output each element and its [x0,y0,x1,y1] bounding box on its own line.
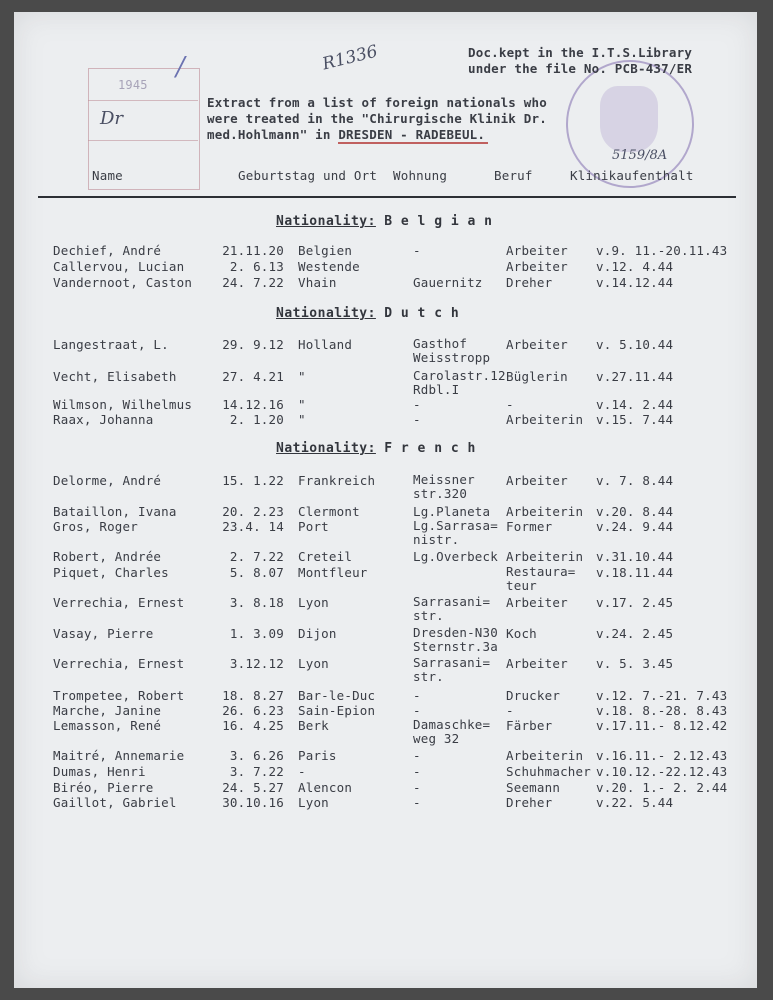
cell-job: Arbeiterin [506,504,584,519]
cell-job: Arbeiterin [506,748,584,763]
cell-job: Arbeiter [506,243,568,258]
extract-line-3: med.Hohlmann" in DRESDEN - RADEBEUL. [207,127,486,142]
col-header-occupation: Beruf [494,168,533,183]
cell-place: " [298,397,306,412]
cell-place: Lyon [298,795,329,810]
cell-residence: - [413,412,421,427]
cell-date: 3. 6.26 [229,748,284,763]
cell-stay: v. 5. 3.45 [596,656,674,671]
cell-job: Dreher [506,795,553,810]
cell-stay: v.17. 2.45 [596,595,674,610]
cell-residence: Carolastr.12 Rdbl.I [413,368,506,397]
cell-name: Wilmson, Wilhelmus [53,397,193,412]
cell-date: 20. 2.23 [222,504,284,519]
cell-stay: v.12. 7.-21. 7.43 [596,688,728,703]
cell-place: Alencon [298,780,353,795]
cell-job: Restaura= teur [506,564,576,593]
cell-name: Verrechia, Ernest [53,595,185,610]
cell-job: Arbeiterin [506,412,584,427]
section-heading [276,214,493,229]
cell-name: Biréo, Pierre [53,780,154,795]
cell-stay: v.18.11.44 [596,565,674,580]
cell-date: 26. 6.23 [222,703,284,718]
cell-stay: v.9. 11.-20.11.43 [596,243,728,258]
cell-name: Vasay, Pierre [53,626,154,641]
cell-residence: Damaschke= weg 32 [413,717,491,746]
col-header-residence: Wohnung [393,168,448,183]
cell-date: 24. 5.27 [222,780,284,795]
cell-place: Belgien [298,243,353,258]
cell-place: Sain-Epion [298,703,376,718]
cell-name: Gaillot, Gabriel [53,795,177,810]
cell-residence: Lg.Sarrasa= nistr. [413,518,498,547]
cell-name: Robert, Andrée [53,549,162,564]
stamp-date: 1945 [118,78,148,92]
cell-stay: v.27.11.44 [596,369,674,384]
cell-date: 2. 6.13 [229,259,284,274]
cell-date: 30.10.16 [222,795,284,810]
cell-stay: v.14. 2.44 [596,397,674,412]
cell-name: Delorme, André [53,473,162,488]
cell-date: 3. 7.22 [229,764,284,779]
cell-residence: - [413,795,421,810]
cell-job: Former [506,519,553,534]
cell-date: 2. 7.22 [229,549,284,564]
cell-name: Langestraat, L. [53,337,169,352]
cell-stay: v.17.11.- 8.12.42 [596,718,728,733]
cell-stay: v.22. 5.44 [596,795,674,810]
cell-stay: v. 5.10.44 [596,337,674,352]
cell-date: 23.4. 14 [222,519,284,534]
cell-place: " [298,369,306,384]
handwritten-mark: / [176,52,185,82]
col-header-birth: Geburtstag und Ort [238,168,378,183]
cell-residence: Sarrasani= str. [413,655,491,684]
cell-job: Arbeiterin [506,549,584,564]
cell-residence: - [413,764,421,779]
cell-name: Lemasson, René [53,718,162,733]
cell-job: Arbeiter [506,595,568,610]
cell-stay: v.24. 2.45 [596,626,674,641]
cell-place: Berk [298,718,329,733]
cell-date: 5. 8.07 [229,565,284,580]
doc-kept-line1: Doc.kept in the I.T.S.Library [468,45,693,60]
cell-residence: Gasthof Weisstropp [413,336,491,365]
cell-date: 14.12.16 [222,397,284,412]
cell-residence: - [413,688,421,703]
handwritten-reference: R1336 [320,41,380,75]
cell-stay: v.18. 8.-28. 8.43 [596,703,728,718]
cell-place: Lyon [298,595,329,610]
cell-place: Holland [298,337,353,352]
cell-place: Vhain [298,275,337,290]
cell-residence: Gauernitz [413,275,483,290]
cell-name: Maitré, Annemarie [53,748,185,763]
cell-stay: v.20. 8.44 [596,504,674,519]
cell-name: Vecht, Elisabeth [53,369,177,384]
section-label: Nationality: [276,441,376,456]
cell-date: 3. 8.18 [229,595,284,610]
cell-residence: - [413,703,421,718]
cell-job: Koch [506,626,537,641]
cell-place: Montfleur [298,565,368,580]
cell-place: Frankreich [298,473,376,488]
section-label: Nationality: [276,306,376,321]
cell-date: 24. 7.22 [222,275,284,290]
cell-name: Marche, Janine [53,703,162,718]
cell-residence: - [413,397,421,412]
cell-date: 27. 4.21 [222,369,284,384]
cell-name: Raax, Johanna [53,412,154,427]
cell-date: 1. 3.09 [229,626,284,641]
cell-date: 21.11.20 [222,243,284,258]
cell-residence: Lg.Planeta [413,504,491,519]
col-header-name: Name [92,168,123,183]
cell-job: Färber [506,718,553,733]
cell-stay: v.24. 9.44 [596,519,674,534]
cell-job: Büglerin [506,369,568,384]
cell-name: Dumas, Henri [53,764,146,779]
cell-job: Arbeiter [506,259,568,274]
handwritten-initial: Dr [100,108,124,129]
col-header-stay: Klinikaufenthalt [570,168,694,183]
section-heading [276,306,459,321]
cell-name: Vandernoot, Caston [53,275,193,290]
cell-residence: Meissner str.320 [413,472,475,501]
cell-place: Dijon [298,626,337,641]
cell-stay: v.20. 1.- 2. 2.44 [596,780,728,795]
extract-line-2: were treated in the "Chirurgische Klinik Dr. [207,111,547,126]
header-rule [38,196,736,198]
section-label: Nationality: [276,214,376,229]
cell-residence: Sarrasani= str. [413,594,491,623]
cell-job: Arbeiter [506,473,568,488]
cell-place: - [298,764,306,779]
cell-date: 3.12.12 [229,656,284,671]
cell-date: 29. 9.12 [222,337,284,352]
cell-name: Bataillon, Ivana [53,504,177,519]
cell-job: Arbeiter [506,656,568,671]
cell-job: Seemann [506,780,561,795]
section-heading [276,441,476,456]
cell-stay: v.16.11.- 2.12.43 [596,748,728,763]
cell-place: Port [298,519,329,534]
cell-date: 18. 8.27 [222,688,284,703]
cell-stay: v.14.12.44 [596,275,674,290]
red-underline [338,142,488,144]
cell-name: Dechief, André [53,243,162,258]
cell-stay: v.31.10.44 [596,549,674,564]
seal-emblem [600,86,658,152]
cell-job: Arbeiter [506,337,568,352]
extract-line-1: Extract from a list of foreign nationals who [207,95,547,110]
cell-date: 15. 1.22 [222,473,284,488]
cell-place: Bar-le-Duc [298,688,376,703]
doc-kept-line2: under the file No. PCB-437/ER [468,61,693,76]
cell-name: Piquet, Charles [53,565,169,580]
section-nationality: B e l g i a n [375,214,493,229]
cell-name: Trompetee, Robert [53,688,185,703]
cell-residence: - [413,780,421,795]
cell-date: 16. 4.25 [222,718,284,733]
cell-place: Lyon [298,656,329,671]
cell-place: Creteil [298,549,353,564]
cell-residence: Dresden-N30 Sternstr.3a [413,625,498,654]
cell-job: Schuhmacher [506,764,591,779]
cell-place: Clermont [298,504,360,519]
cell-residence: - [413,748,421,763]
cell-job: Dreher [506,275,553,290]
cell-job: - [506,703,514,718]
cell-residence: - [413,243,421,258]
section-nationality: D u t c h [375,306,460,321]
cell-stay: v.10.12.-22.12.43 [596,764,728,779]
cell-name: Gros, Roger [53,519,138,534]
file-reference: 5159/8A [612,148,668,163]
cell-job: - [506,397,514,412]
section-nationality: F r e n c h [375,441,476,456]
cell-place: Westende [298,259,360,274]
cell-job: Drucker [506,688,561,703]
cell-name: Callervou, Lucian [53,259,185,274]
cell-stay: v.15. 7.44 [596,412,674,427]
cell-place: " [298,412,306,427]
cell-stay: v.12. 4.44 [596,259,674,274]
cell-name: Verrechia, Ernest [53,656,185,671]
cell-date: 2. 1.20 [229,412,284,427]
cell-stay: v. 7. 8.44 [596,473,674,488]
cell-place: Paris [298,748,337,763]
cell-residence: Lg.Overbeck [413,549,498,564]
